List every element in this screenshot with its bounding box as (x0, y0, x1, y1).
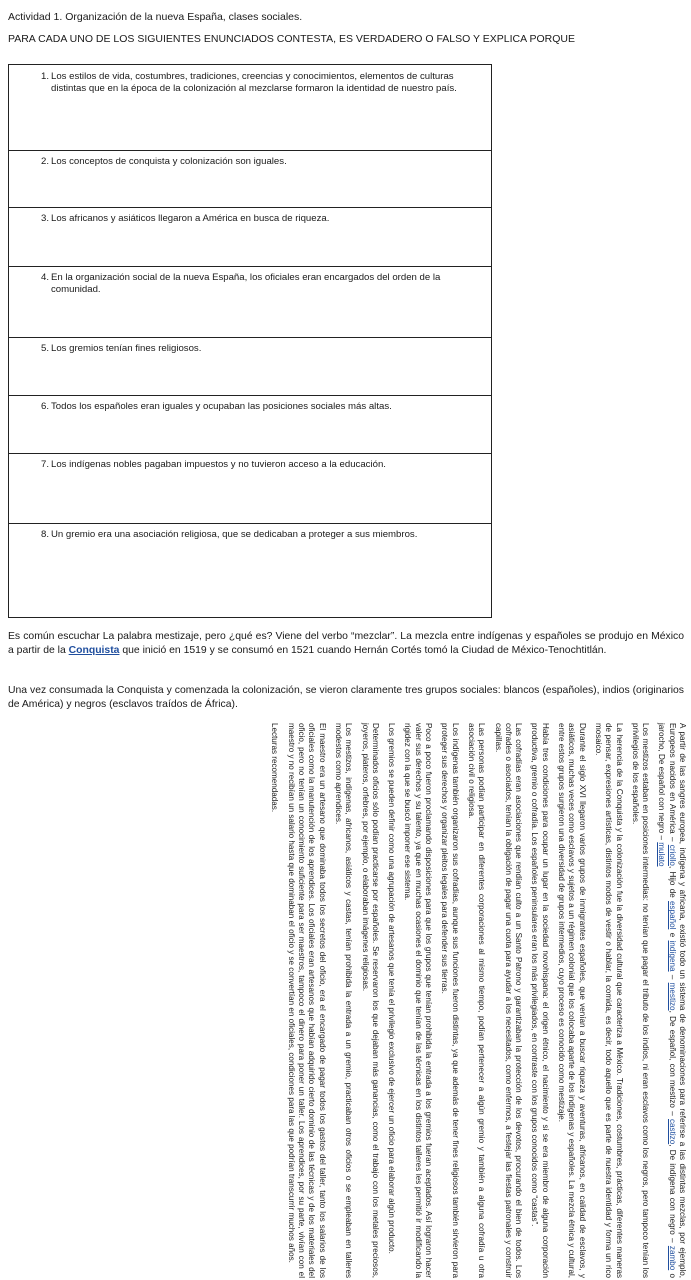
question-text: Los africanos y asiáticos llegaron a América en busca de riqueza. (51, 213, 330, 224)
rotated-paragraph-9: Poco a poco fueron proclamando disposiciones para que los grupos que tenían prohibida la entrada a los gremios fueran aceptados. Así lograron hacer valer sus derechos y su talento, ya que en muchas ocasiones el dominio que tenían de las técnicas en los distintos talleres les permitió ir modificando la rigidez con la que se buscó imponer ese sistema. (403, 723, 434, 1278)
castizo-link[interactable]: castizo (667, 1119, 677, 1145)
indigena-link[interactable]: indígena (667, 940, 677, 972)
question-text: Los indígenas nobles pagaban impuestos y no tuvieron acceso a la educación. (51, 459, 386, 470)
text-span: o jarocho, De español con negro – (657, 723, 677, 1279)
page-title: Actividad 1. Organización de la nueva España, clases sociales. (8, 11, 303, 23)
question-text: Los gremios tenían fines religiosos. (51, 343, 202, 354)
text-span: , Hijo de (667, 865, 677, 902)
question-number: 1. (40, 71, 49, 82)
zambo-link[interactable]: zambo (667, 1245, 677, 1271)
question-number: 3. (40, 213, 49, 224)
mestizaje-paragraph-1 (8, 630, 684, 658)
mulato-link[interactable]: mulato (657, 842, 667, 867)
question-row-3[interactable] (9, 207, 491, 267)
text-span: Es común escuchar La palabra mestizaje, pero ¿qué es? Viene del verbo “mezclar”. La mezcla entre indígenas y españoles se produjo en México a partir de la (8, 631, 684, 656)
question-number: 6. (40, 401, 49, 412)
text-span: – (667, 971, 677, 983)
question-text: En la organización social de la nueva España, los oficiales eran encargados del orden de la comunidad. (51, 272, 441, 295)
conquista-link[interactable]: Conquista (68, 645, 120, 656)
question-row-4[interactable] (9, 266, 491, 338)
text-span: A partir de las sangres europea, indígena y africana, existió todo un sistema de denominaciones para referirse a las distintas mezclas, por ejemplo, Europeos nacidos en América – (667, 723, 687, 1278)
text-span: , De indígena con negro – (667, 1144, 677, 1246)
rotated-text-block (12, 723, 687, 1278)
rotated-paragraph-5: Había tres condiciones para ocupar un lugar en la sociedad novohispana: el origen étnico, el nacimiento y si se era miembro de alguna corporación productiva, gremio o cofradía. Los españoles peninsulares eran los más privilegiados, en contraste con los grupos conocidos como “castas”. (530, 723, 550, 1278)
question-number: 2. (40, 156, 49, 167)
text-span: e (667, 929, 677, 941)
question-number: 5. (40, 343, 49, 354)
text-span: que inició en 1519 y se consumó en 1521 cuando Hernán Cortés tomó la Ciudad de México-Tenochtitlán. (119, 645, 607, 656)
question-row-1[interactable] (9, 65, 491, 151)
question-row-5[interactable] (9, 337, 491, 396)
question-text: Los estilos de vida, costumbres, tradiciones, creencias y conocimientos, elementos de culturas distintas que en la época de la colonización al mezclarse formaron la identidad de nuestro país. (51, 71, 457, 94)
rotated-paragraph-12: Los mestizos, indígenas, africanos, asiáticos y castas, tenían prohibida la entrada a un gremio, practicaban otros oficios o se empleaban en talleres modestos como aprendices. (333, 723, 354, 1278)
rotated-paragraph-2: Los mestizos estaban en posiciones intermedias: no tenían que pagar el tributo de los indios, ni eran esclavos como los negros, pero tampoco tenían los privilegios de los españoles. (630, 723, 651, 1278)
instructions: PARA CADA UNO DE LOS SIGUIENTES ENUNCIADOS CONTESTA, ES VERDADERO O FALSO Y EXPLICA PORQUE (8, 33, 575, 45)
question-number: 4. (40, 272, 49, 283)
rotated-paragraph-10: Los gremios se pueden definir como una agrupación de artesanos que tenía el privilegio exclusivo de ejercer un oficio para elaborar algún producto. (387, 723, 397, 1254)
rotated-paragraph-3: La herencia de la Conquista y la colonización fue la diversidad cultural que caracteriza a México. Tradiciones, costumbres, prácticas, diferentes maneras de pensar, expresiones artísticas, distintos modos de vestir o hablar, la comida, es decir, todo aquello que es parte de nuestra identidad y forma un rico mosaico. (593, 723, 624, 1278)
mestizo-link[interactable]: mestizo (667, 982, 677, 1011)
mestizaje-paragraph-2: Una vez consumada la Conquista y comenzada la colonización, se vieron claramente tres grupos sociales: blancos (españoles), indios (originarios de América) y negros (esclavos traídos de África). (8, 685, 684, 710)
rotated-paragraph-7: Las personas podían participar en diferentes corporaciones al mismo tiempo, podían pertenecer a algún gremio y también a alguna cofradía u otra asociación civil o religiosa. (466, 723, 487, 1278)
rotated-paragraph-8: Los indígenas también organizaron sus cofradías, aunque sus funciones fueron distintas, ya que además de tener fines religiosos también sirvieron para proteger sus derechos y organizar pleitos legales para defender sus tierras. (440, 723, 460, 1278)
text-span: , De español, con mestizo – (667, 1010, 677, 1119)
rotated-paragraph-13: El maestro era un artesano que dominaba todos los secretos del oficio, era el encargado de pagar todos los gastos del taller, tanto los salarios de los oficiales como la manutención de los aprendices. Los oficiales eran artesanos que habían adquirido cierto dominio de las técnicas y de los materiales del oficio, pero no tenían un conocimiento suficiente para ser maestros, tampoco el dinero para poner un taller. Los aprendices, por su parte, vivían con el maestro y no recibían un salario hasta que dominaban el oficio y se convertían en oficiales, condiciones para las que podrían transcurrir muchos años. (286, 723, 327, 1278)
espanol-link[interactable]: español (667, 901, 677, 930)
question-text: Un gremio era una asociación religiosa, que se dedicaban a proteger a sus miembros. (51, 529, 418, 540)
question-text: Los conceptos de conquista y colonización son iguales. (51, 156, 287, 167)
question-number: 7. (40, 459, 49, 470)
rotated-paragraph-4: Durante el siglo XVI llegaron varios grupos de inmigrantes españoles, que venían a buscar riqueza y aventuras, africanos, en calidad de esclavos, y asiáticos, muchas veces como esclavos y sujetos a un régimen colonial que los colocaba aparte de los indígenas y españoles. La mezcla étnica y cultural, entre estos grupos surgieron una diversidad de grupos intermedios, cuyo proceso es conocido como mestizaje. (557, 723, 587, 1278)
question-text: Todos los españoles eran iguales y ocupaban las posiciones sociales más altas. (51, 401, 392, 412)
rotated-paragraph-14: Lecturas recomendadas. (270, 723, 280, 813)
criollo-link[interactable]: criollo (667, 844, 677, 866)
question-row-2[interactable] (9, 150, 491, 208)
rotated-paragraph-1 (656, 723, 687, 1278)
questions-table (8, 64, 492, 618)
question-row-7[interactable] (9, 453, 491, 524)
rotated-paragraph-11: Determinados oficios sólo podían practicarse por españoles. Se reservaron los que dejaban más ganancias, como el trabajo con los metales preciosos, joyeros, plateros, orfebres, por ejemplo, o elaboraban imágenes religiosas. (360, 723, 380, 1278)
rotated-paragraph-6: Las cofradías eran asociaciones que rendían culto a un Santo Patrono y garantizaban la protección de los devotos, procurando el bien de todos. Los cofrades o asociados, tenían la obligación de pagar una cuota para ayudar a los necesitados, como enfermos, a festejar las fiestas patronales y construir capillas. (493, 723, 524, 1278)
question-number: 8. (40, 529, 49, 540)
question-row-8[interactable] (9, 523, 491, 617)
question-row-6[interactable] (9, 395, 491, 454)
